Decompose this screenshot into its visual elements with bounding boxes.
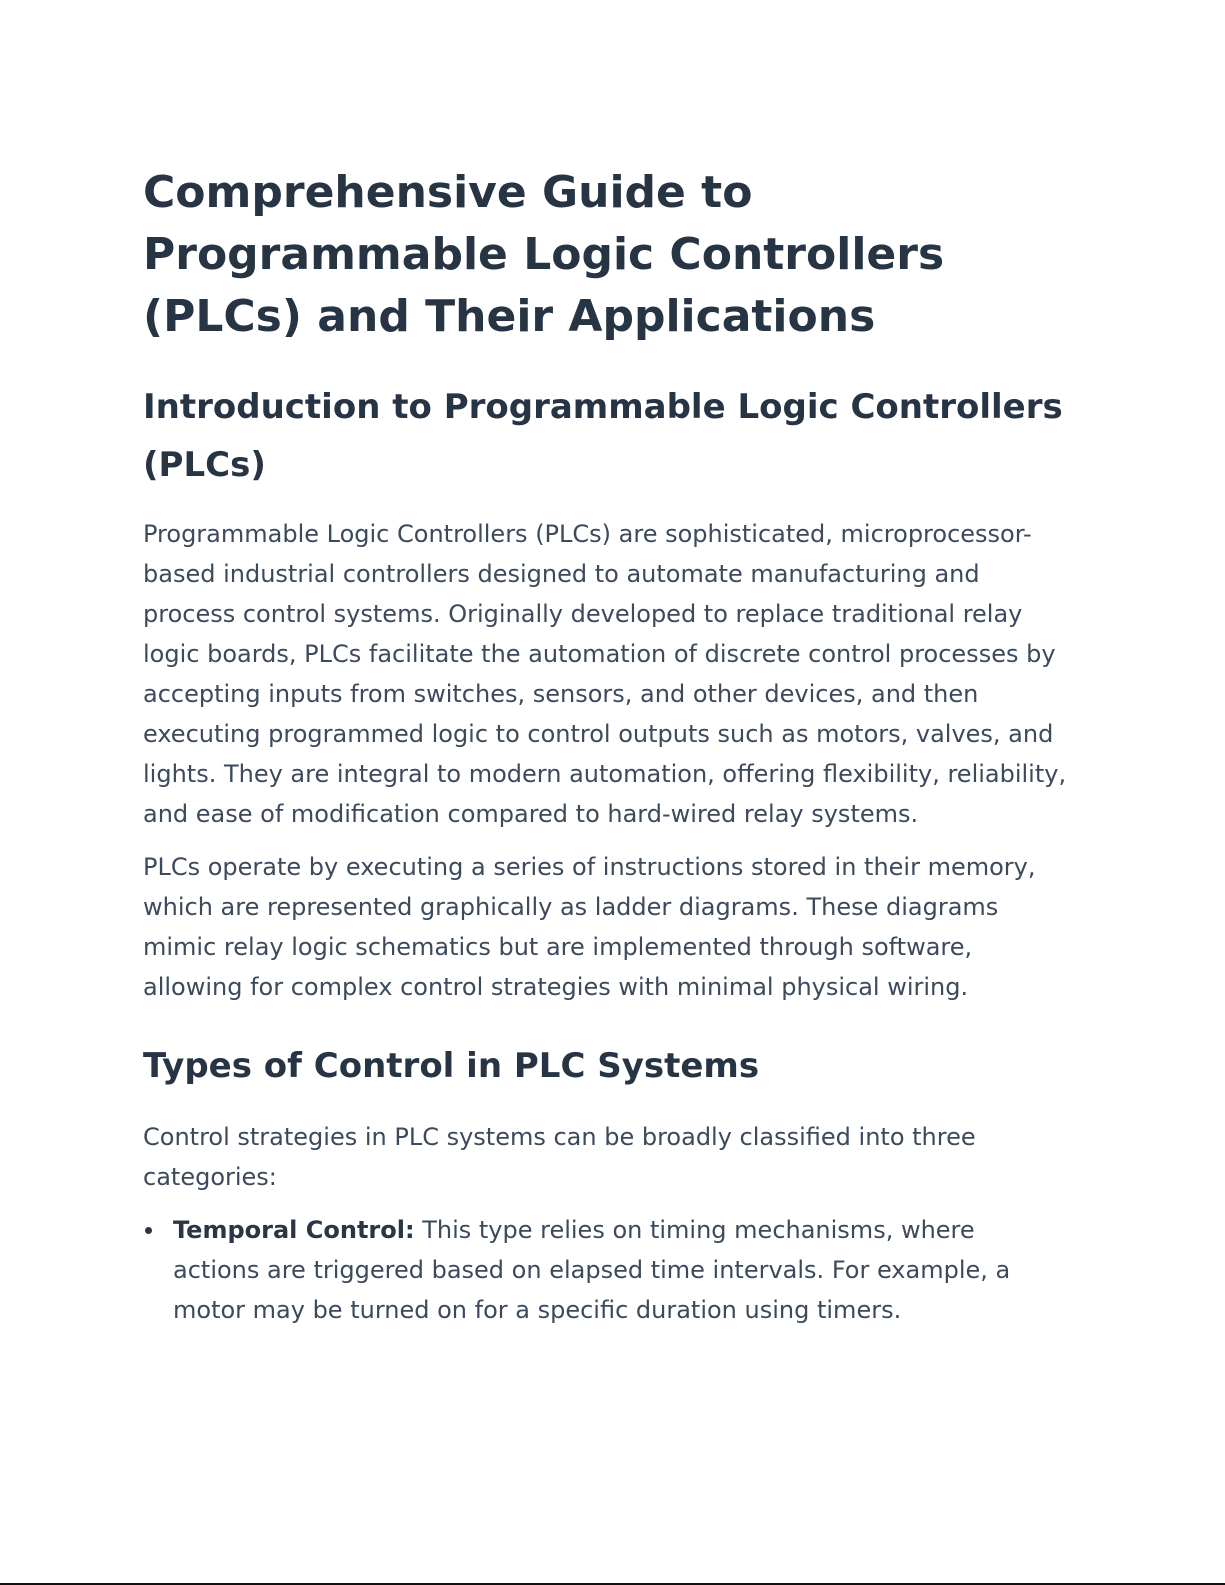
section-heading-types-of-control: Types of Control in PLC Systems [143,1046,760,1086]
list-item-term: Temporal Control: [173,1216,415,1244]
document-page [143,162,1068,1330]
types-intro-paragraph: Control strategies in PLC systems can be broadly classified into three categories: [143,1123,976,1191]
bullet-icon [145,1227,152,1234]
list-item [143,1210,1068,1330]
intro-paragraph-2: PLCs operate by executing a series of instructions stored in their memory, which are represented graphically as ladder diagrams. These diagrams mimic relay logic schematics but are implemented through software, allowing for complex control strategies with minimal physical wiring. [143,853,1036,1001]
intro-paragraph-1: Programmable Logic Controllers (PLCs) are sophisticated, microprocessor-based industrial controllers designed to automate manufacturing and process control systems. Originally developed to replace traditional relay logic boards, PLCs facilitate the automation of discrete control processes by accepting inputs from switches, sensors, and other devices, and then executing programmed logic to control outputs such as motors, valves, and lights. They are integral to modern automation, offering flexibility, reliability, and ease of modification compared to hard-wired relay systems. [143,520,1067,828]
section-heading-introduction: Introduction to Programmable Logic Controllers (PLCs) [143,387,1063,485]
document-title: Comprehensive Guide to Programmable Logic Controllers (PLCs) and Their Applications [143,167,945,342]
list-item-text: This type relies on timing mechanisms, where actions are triggered based on elapsed time intervals. For example, a motor may be turned on for a specific duration using timers. [173,1216,1011,1324]
control-types-list [143,1210,1068,1330]
